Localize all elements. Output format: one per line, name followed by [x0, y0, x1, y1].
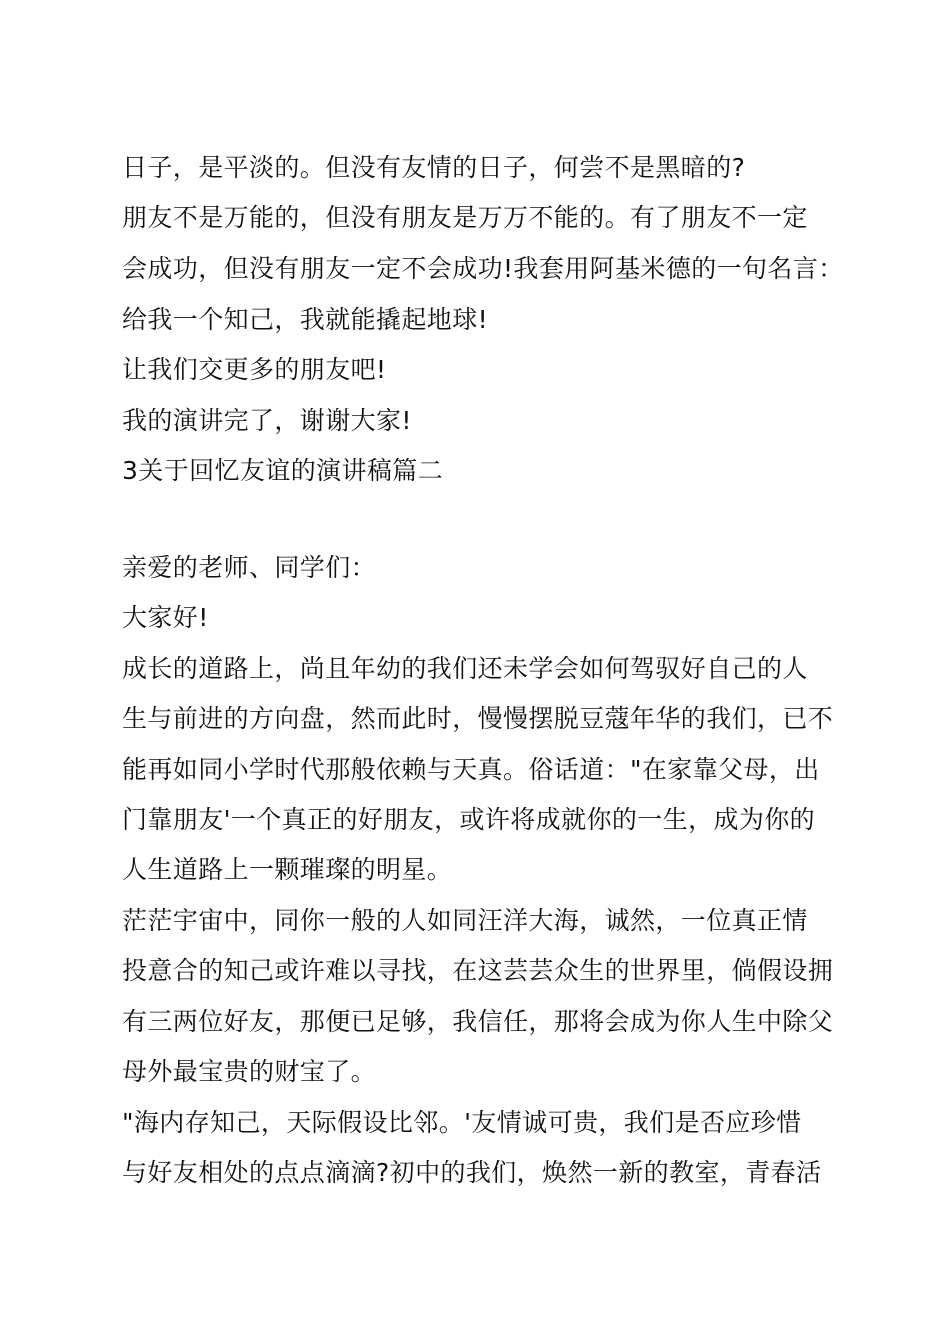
text-line: 能再如同小学时代那般依赖与天真。俗话道："在家靠父母，出 [122, 755, 820, 784]
text-line: 我的演讲完了，谢谢大家! [122, 406, 412, 435]
text-line: 有三两位好友，那便已足够，我信任，那将会成为你人生中除父 [122, 1007, 834, 1036]
salutation: 亲爱的老师、同学们： [122, 553, 377, 582]
text-line: 会成功，但没有朋友一定不会成功!我套用阿基米德的一句名言： [122, 254, 844, 283]
text-line: 母外最宝贵的财宝了。 [122, 1057, 377, 1086]
text-line: 投意合的知己或许难以寻找，在这芸芸众生的世界里，倘假设拥 [122, 956, 834, 985]
text-line: 门靠朋友'一个真正的好朋友，或许将成就你的一生，成为你的 [122, 805, 816, 834]
text-line: 茫茫宇宙中，同你一般的人如同汪洋大海，诚然，一位真正情 [122, 906, 808, 935]
text-line: 生与前进的方向盘，然而此时，慢慢摆脱豆蔻年华的我们，已不 [122, 704, 834, 733]
text-line: "海内存知己，天际假设比邻。'友情诚可贵，我们是否应珍惜 [122, 1108, 802, 1137]
text-line: 让我们交更多的朋友吧! [122, 355, 387, 384]
section-heading: 3关于回忆友谊的演讲稿篇二 [122, 456, 444, 485]
text-line: 与好友相处的点点滴滴?初中的我们，焕然一新的教室，青春活 [122, 1158, 822, 1187]
text-line: 人生道路上一颗璀璨的明星。 [122, 855, 453, 884]
text-line: 成长的道路上，尚且年幼的我们还未学会如何驾驭好自己的人 [122, 654, 808, 683]
text-line: 朋友不是万能的，但没有朋友是万万不能的。有了朋友不一定 [122, 203, 808, 232]
text-line: 给我一个知己，我就能撬起地球! [122, 305, 489, 334]
text-line: 日子，是平淡的。但没有友情的日子，何尝不是黑暗的? [122, 153, 746, 182]
greeting: 大家好! [122, 603, 209, 632]
